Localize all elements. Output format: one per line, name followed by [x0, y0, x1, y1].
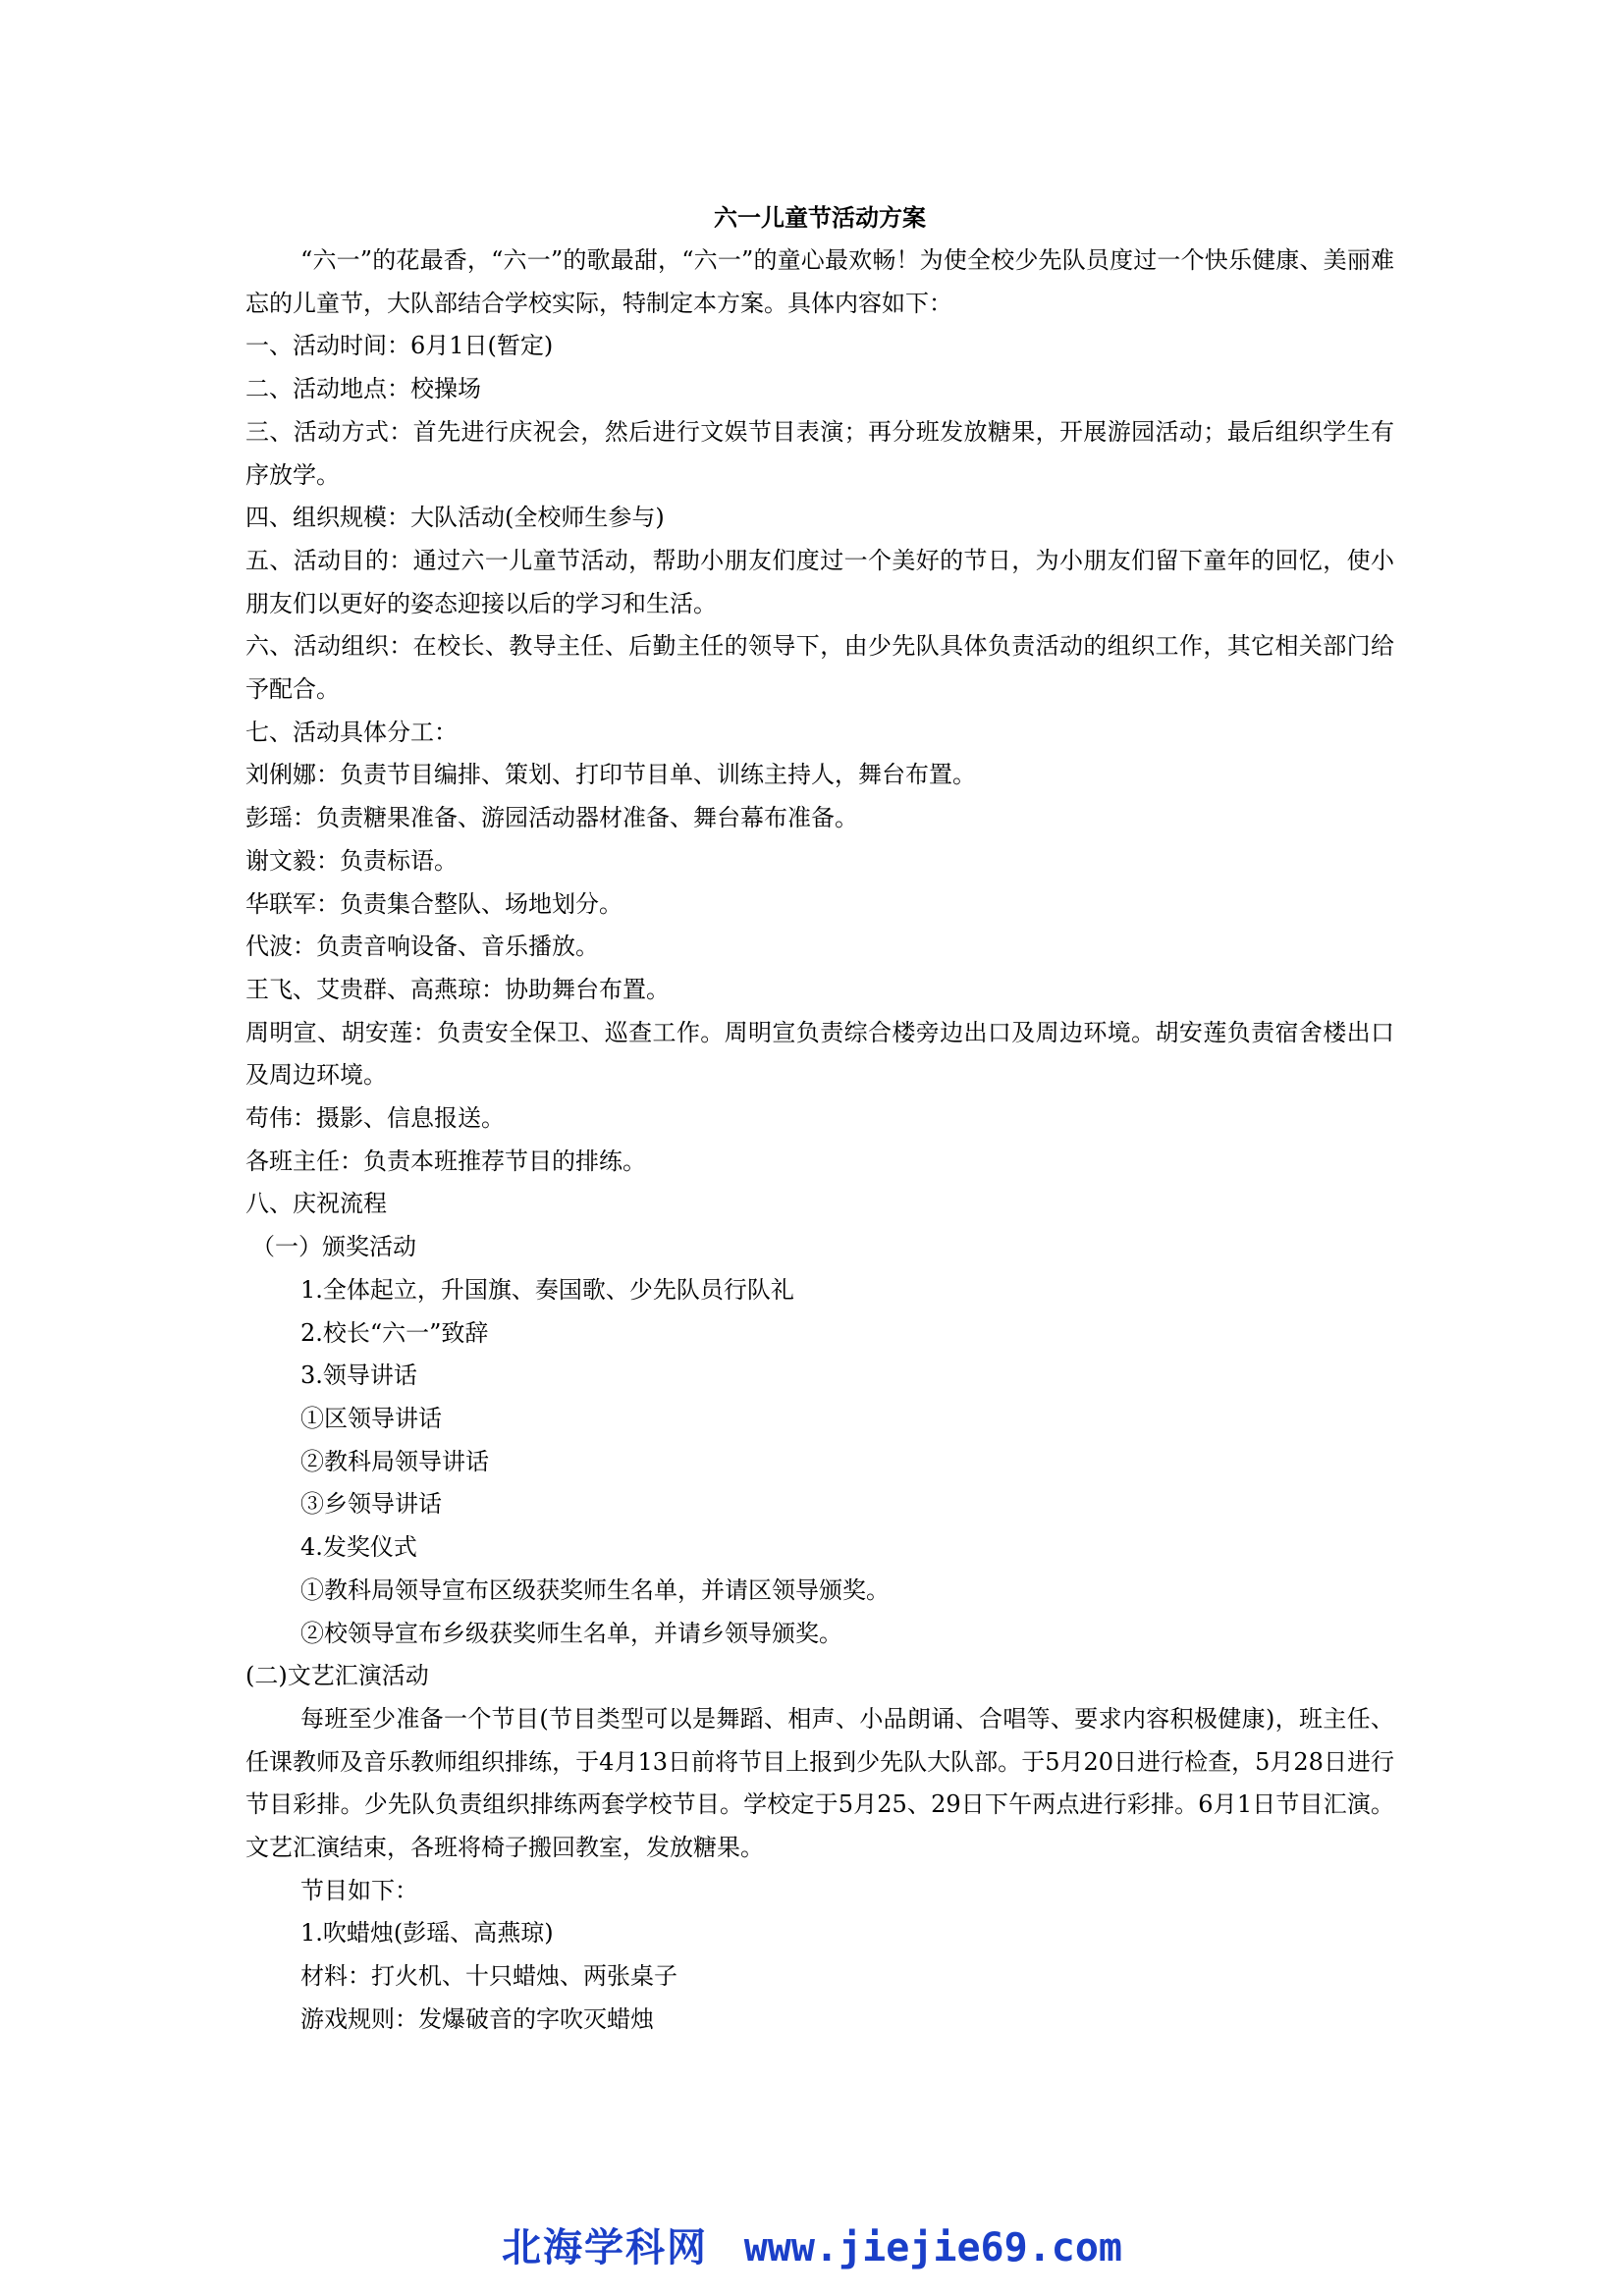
duty-item: 谢文毅：负责标语。 [245, 846, 458, 875]
section-activity-purpose: 五、活动目的：通过六一儿童节活动，帮助小朋友们度过一个美好的节日，为小朋友们留下童年的回忆，使小朋友们以更好的姿态迎接以后的学习和生活。 [245, 546, 1394, 617]
duty-item: 周明宣、胡安莲：负责安全保卫、巡查工作。周明宣负责综合楼旁边出口及周边环境。胡安莲负责宿舍楼出口及周边环境。 [245, 1018, 1394, 1090]
subsection-performance: (二)文艺汇演活动 [245, 1662, 429, 1690]
intro-paragraph: “六一”的花最香，“六一”的歌最甜，“六一”的童心最欢畅！为使全校少先队员度过一个快乐健康、美丽难忘的儿童节，大队部结合学校实际，特制定本方案。具体内容如下： [245, 246, 1394, 317]
section-celebration-flow: 八、庆祝流程 [245, 1190, 387, 1218]
program-item: 1.吹蜡烛(彭瑶、高燕琼) [300, 1919, 554, 1948]
duty-item: 华联军：负责集合整队、场地划分。 [245, 889, 623, 918]
section-activity-time: 一、活动时间：6月1日(暂定) [245, 332, 554, 360]
footer-watermark [0, 2220, 1624, 2275]
duty-item: 王飞、艾贵群、高燕琼：协助舞台布置。 [245, 975, 670, 1003]
award-step: 1.全体起立，升国旗、奏国歌、少先队员行队礼 [300, 1275, 794, 1304]
footer-site-url[interactable]: www.jiejie69.com [743, 2225, 1123, 2270]
performance-paragraph: 每班至少准备一个节目(节目类型可以是舞蹈、相声、小品朗诵、合唱等、要求内容积极健康)，班主任、任课教师及音乐教师组织排练，于4月13日前将节目上报到少先队大队部。于5月20日进行检查，5月28日进行节目彩排。少先队负责组织排练两套学校节目。学校定于5月25、29日下午两点进行彩排。6月1日节目汇演。文艺汇演结束，各班将椅子搬回教室，发放糖果。 [245, 1704, 1394, 1862]
duty-item: 彭瑶：负责糖果准备、游园活动器材准备、舞台幕布准备。 [245, 804, 858, 832]
section-activity-organization: 六、活动组织：在校长、教导主任、后勤主任的领导下，由少先队具体负责活动的组织工作，其它相关部门给予配合。 [245, 632, 1394, 704]
footer-site-name: 北海学科网 [501, 2225, 708, 2270]
duty-item: 刘俐娜：负责节目编排、策划、打印节目单、训练主持人，舞台布置。 [245, 761, 976, 789]
program-item: 游戏规则：发爆破音的字吹灭蜡烛 [300, 2004, 654, 2033]
program-heading: 节目如下： [300, 1876, 418, 1904]
document-title: 六一儿童节活动方案 [714, 203, 926, 232]
duty-item: 代波：负责音响设备、音乐播放。 [245, 933, 599, 961]
subsection-award-activity: （一）颁奖活动 [251, 1233, 416, 1261]
award-step: 4.发奖仪式 [300, 1533, 417, 1562]
award-step: ②教科局领导讲话 [300, 1447, 489, 1475]
duty-item: 苟伟：摄影、信息报送。 [245, 1104, 505, 1133]
section-activity-method: 三、活动方式：首先进行庆祝会，然后进行文娱节目表演；再分班发放糖果，开展游园活动；最后组织学生有序放学。 [245, 417, 1394, 489]
section-organization-scale: 四、组织规模：大队活动(全校师生参与) [245, 504, 665, 532]
award-step: ①区领导讲话 [300, 1404, 442, 1432]
duty-item: 各班主任：负责本班推荐节目的排练。 [245, 1147, 646, 1175]
document-body [245, 196, 1394, 2042]
award-step: 2.校长“六一”致辞 [300, 1318, 489, 1347]
program-item: 材料：打火机、十只蜡烛、两张桌子 [300, 1962, 677, 1991]
award-step: ③乡领导讲话 [300, 1490, 442, 1519]
section-division-of-labor: 七、活动具体分工： [245, 718, 458, 746]
award-step: ①教科局领导宣布区级获奖师生名单，并请区领导颁奖。 [300, 1575, 890, 1604]
section-activity-location: 二、活动地点：校操场 [245, 375, 481, 403]
award-step: ②校领导宣布乡级获奖师生名单，并请乡领导颁奖。 [300, 1619, 842, 1647]
award-step: 3.领导讲话 [300, 1362, 417, 1390]
